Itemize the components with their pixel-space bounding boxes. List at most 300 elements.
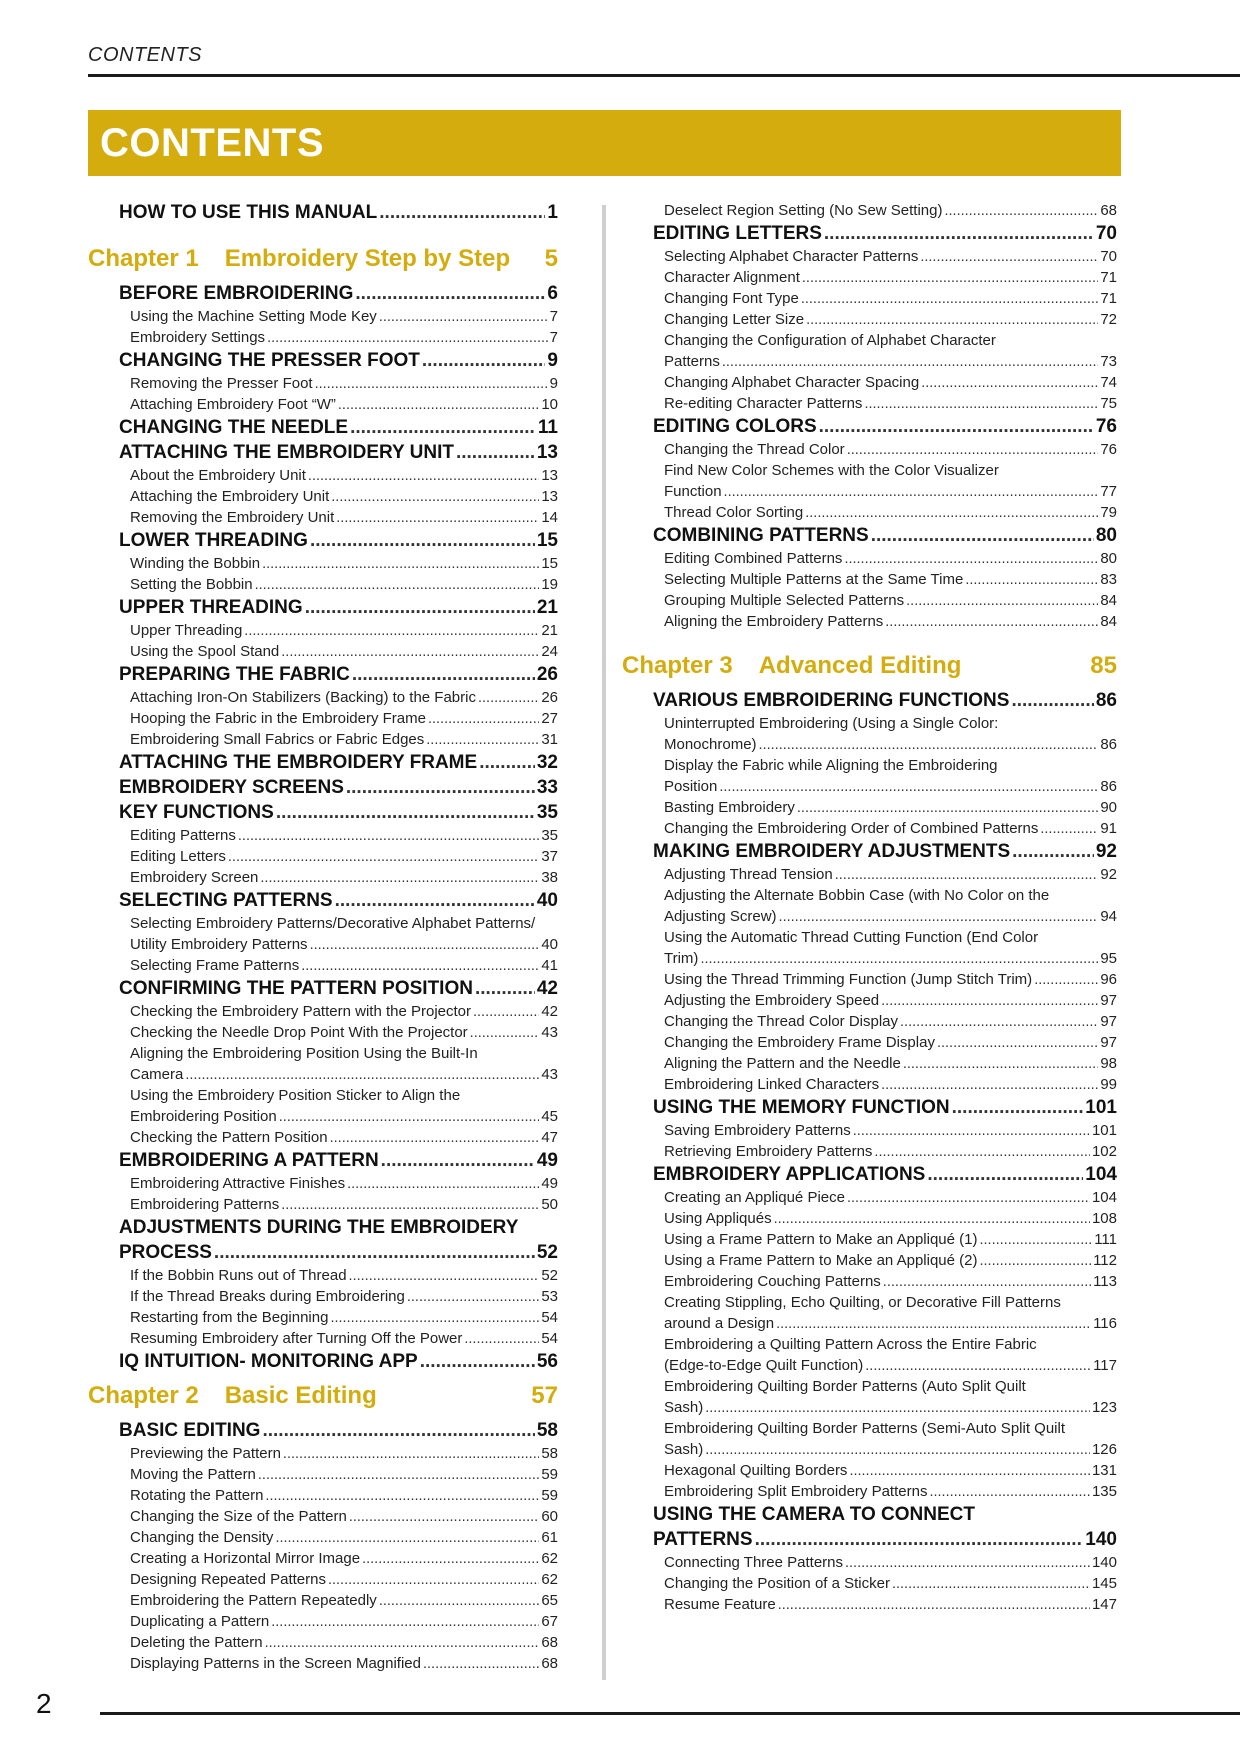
entry-title: Embroidering Linked Characters: [664, 1076, 880, 1093]
toc-subentry[interactable]: [88, 641, 558, 662]
dot-leader: [921, 373, 1098, 393]
entry-title: Changing Font Type: [664, 290, 799, 307]
toc-subentry[interactable]: [622, 1397, 1117, 1418]
dot-leader: [330, 1128, 540, 1148]
entry-title: Sash): [664, 1399, 704, 1416]
dot-leader: [244, 621, 539, 641]
toc-subentry[interactable]: [622, 1032, 1117, 1053]
dot-leader: [464, 1329, 539, 1349]
page-ref: 45: [541, 1108, 558, 1125]
toc-subentry[interactable]: [88, 867, 558, 888]
page-ref: 145: [1091, 1575, 1117, 1592]
page-ref: 98: [1100, 1055, 1117, 1072]
page-ref: 50: [541, 1196, 558, 1213]
dot-leader: [937, 1033, 1098, 1053]
toc-subentry[interactable]: [622, 1313, 1117, 1334]
toc-subentry[interactable]: [622, 1439, 1117, 1460]
dot-leader: [805, 503, 1098, 523]
page-ref: 97: [1100, 1034, 1117, 1051]
dot-leader: [980, 1251, 1092, 1271]
entry-title: Winding the Bobbin: [130, 555, 261, 572]
toc-subentry-line[interactable]: Embroidering a Quilting Pattern Across the Entire Fabric: [664, 1336, 1037, 1353]
page-ref: 15: [541, 555, 558, 572]
toc-subentry[interactable]: [622, 1053, 1117, 1074]
dot-leader: [900, 1012, 1098, 1032]
toc-subentry[interactable]: [88, 620, 558, 641]
toc-subentry[interactable]: [88, 1611, 558, 1632]
dot-leader: [275, 1528, 539, 1548]
toc-subentry[interactable]: [622, 906, 1117, 927]
dot-leader: [350, 415, 536, 440]
toc-subentry[interactable]: [622, 569, 1117, 590]
dot-leader: [258, 1465, 539, 1485]
toc-entry[interactable]: [88, 281, 558, 306]
toc-subentry[interactable]: [88, 955, 558, 976]
page-ref: 58: [541, 1445, 558, 1462]
page-ref: 68: [541, 1655, 558, 1672]
entry-title: Adjusting Thread Tension: [664, 866, 833, 883]
page-ref: 59: [541, 1466, 558, 1483]
dot-leader: [892, 1574, 1090, 1594]
toc-subentry[interactable]: [622, 246, 1117, 267]
toc-entry[interactable]: [88, 1240, 558, 1265]
entry-title: Rotating the Pattern: [130, 1487, 264, 1504]
entry-title: CONFIRMING THE PATTERN POSITION: [119, 978, 473, 999]
page-ref: 85: [1090, 652, 1117, 679]
page-ref: 76: [1095, 416, 1117, 437]
toc-subentry[interactable]: [622, 797, 1117, 818]
toc-subentry[interactable]: [622, 502, 1117, 523]
toc-subentry-line[interactable]: Using the Automatic Thread Cutting Function (End Color: [664, 929, 1039, 946]
entry-title: USING THE MEMORY FUNCTION: [653, 1097, 950, 1118]
dot-leader: [700, 949, 1098, 969]
page-ref: 99: [1100, 1076, 1117, 1093]
toc-subentry[interactable]: [88, 846, 558, 867]
toc-entry[interactable]: [88, 1418, 558, 1443]
toc-subentry[interactable]: [622, 611, 1117, 632]
toc-entry[interactable]: [622, 1095, 1117, 1120]
toc-subentry[interactable]: [88, 1506, 558, 1527]
toc-entry[interactable]: [88, 1148, 558, 1173]
toc-subentry[interactable]: [88, 574, 558, 595]
entry-title: PATTERNS: [653, 1529, 753, 1550]
toc-subentry[interactable]: [88, 729, 558, 750]
toc-subentry[interactable]: [88, 306, 558, 327]
toc-subentry[interactable]: [88, 394, 558, 415]
page-ref: 96: [1100, 971, 1117, 988]
toc-subentry[interactable]: [88, 553, 558, 574]
toc-entry[interactable]: [622, 1162, 1117, 1187]
toc-subentry[interactable]: [622, 818, 1117, 839]
entry-title: MAKING EMBROIDERY ADJUSTMENTS: [653, 841, 1011, 862]
dot-leader: [305, 595, 535, 620]
page-ref: 104: [1091, 1189, 1117, 1206]
toc-subentry[interactable]: [622, 1141, 1117, 1162]
toc-subentry[interactable]: [88, 1328, 558, 1349]
toc-subentry-line[interactable]: Changing the Configuration of Alphabet Character: [664, 332, 996, 349]
page-ref: 41: [541, 957, 558, 974]
toc-entry[interactable]: [88, 976, 558, 1001]
dot-leader: [881, 1075, 1098, 1095]
entry-title: Adjusting Screw): [664, 908, 777, 925]
page-ref: 111: [1094, 1231, 1117, 1248]
toc-entry[interactable]: [622, 839, 1117, 864]
chapter-number: Chapter 1: [88, 245, 199, 272]
dot-leader: [883, 1272, 1091, 1292]
dot-leader: [845, 1553, 1090, 1573]
page-ref: 19: [541, 576, 558, 593]
dot-leader: [797, 798, 1098, 818]
chapter-heading[interactable]: [88, 237, 558, 281]
toc-subentry-line[interactable]: Selecting Embroidery Patterns/Decorative Alphabet Patterns/: [130, 915, 536, 932]
toc-entry[interactable]: [88, 200, 558, 225]
toc-subentry[interactable]: [622, 1229, 1117, 1250]
entry-title: COMBINING PATTERNS: [653, 525, 869, 546]
toc-subentry[interactable]: [88, 1194, 558, 1215]
entry-title: Changing the Embroidery Frame Display: [664, 1034, 935, 1051]
page-ref: 76: [1100, 441, 1117, 458]
entry-title: CHANGING THE NEEDLE: [119, 417, 349, 438]
toc-entry[interactable]: [88, 595, 558, 620]
toc-subentry-line[interactable]: Adjusting the Alternate Bobbin Case (with No Color on the: [664, 887, 1050, 904]
entry-title: Changing the Position of a Sticker: [664, 1575, 890, 1592]
toc-subentry[interactable]: [88, 1569, 558, 1590]
dot-leader: [422, 348, 546, 373]
toc-entry[interactable]: [622, 688, 1117, 713]
toc-entry[interactable]: [88, 528, 558, 553]
toc-subentry[interactable]: [622, 1271, 1117, 1292]
dot-leader: [881, 991, 1098, 1011]
toc-subentry[interactable]: [88, 1265, 558, 1286]
page-ref: 43: [541, 1024, 558, 1041]
page-ref: 104: [1085, 1164, 1117, 1185]
dot-leader: [724, 482, 1099, 502]
dot-leader: [330, 1308, 539, 1328]
toc-subentry-line[interactable]: Embroidering Quilting Border Patterns (Semi-Auto Split Quilt: [664, 1420, 1066, 1437]
entry-title: Editing Letters: [130, 848, 226, 865]
toc-subentry[interactable]: [88, 1485, 558, 1506]
toc-subentry[interactable]: [622, 776, 1117, 797]
entry-title: Re-editing Character Patterns: [664, 395, 863, 412]
entry-title: EMBROIDERY APPLICATIONS: [653, 1164, 926, 1185]
toc-subentry[interactable]: [88, 1548, 558, 1569]
dot-leader: [279, 1107, 540, 1127]
toc-subentry[interactable]: [622, 309, 1117, 330]
page-ref: 7: [549, 308, 558, 325]
toc-subentry[interactable]: [88, 687, 558, 708]
dot-leader: [1034, 970, 1098, 990]
toc-subentry[interactable]: [88, 1286, 558, 1307]
toc-subentry[interactable]: [622, 267, 1117, 288]
page-ref: 73: [1100, 353, 1117, 370]
toc-right-column: [622, 200, 1117, 1615]
toc-subentry[interactable]: [88, 1527, 558, 1548]
page-ref: 35: [536, 802, 558, 823]
toc-subentry-line[interactable]: Creating Stippling, Echo Quilting, or Decorative Fill Patterns: [664, 1294, 1061, 1311]
page-ref: 52: [541, 1267, 558, 1284]
chapter-name: Advanced Editing: [758, 652, 962, 679]
toc-subentry[interactable]: [622, 1120, 1117, 1141]
toc-subentry[interactable]: [88, 507, 558, 528]
toc-entry[interactable]: [88, 662, 558, 687]
page-ref: 42: [536, 978, 558, 999]
dot-leader: [705, 1398, 1090, 1418]
page-ref: 101: [1091, 1122, 1117, 1139]
page-ref: 35: [541, 827, 558, 844]
dot-leader: [755, 1527, 1084, 1552]
entry-title: Changing Alphabet Character Spacing: [664, 374, 920, 391]
page-ref: 147: [1091, 1596, 1117, 1613]
toc-subentry[interactable]: [622, 969, 1117, 990]
entry-title: Duplicating a Pattern: [130, 1613, 270, 1630]
entry-title: Selecting Frame Patterns: [130, 957, 300, 974]
chapter-heading[interactable]: [88, 1374, 558, 1418]
toc-entry[interactable]: [622, 523, 1117, 548]
page-ref: 74: [1100, 374, 1117, 391]
toc-subentry[interactable]: [622, 734, 1117, 755]
toc-entry[interactable]: [88, 440, 558, 465]
toc-subentry-line[interactable]: Find New Color Schemes with the Color Visualizer: [664, 462, 999, 479]
toc-subentry[interactable]: [88, 1464, 558, 1485]
chapter-name: Basic Editing: [224, 1382, 377, 1409]
dot-leader: [885, 612, 1098, 632]
page-ref: 57: [531, 1382, 558, 1409]
page-ref: 72: [1100, 311, 1117, 328]
toc-subentry[interactable]: [622, 548, 1117, 569]
page-ref: 135: [1091, 1483, 1117, 1500]
toc-entry[interactable]: [88, 415, 558, 440]
page-ref: 40: [541, 936, 558, 953]
toc-subentry[interactable]: [622, 439, 1117, 460]
dot-leader: [301, 956, 539, 976]
toc-subentry[interactable]: [622, 1573, 1117, 1594]
entry-title: Using a Frame Pattern to Make an Appliqué (1): [664, 1231, 978, 1248]
page-ref: 80: [1095, 525, 1117, 546]
page-ref: 38: [541, 869, 558, 886]
toc-subentry[interactable]: [622, 393, 1117, 414]
entry-title: Aligning the Embroidery Patterns: [664, 613, 884, 630]
toc-entry[interactable]: [88, 775, 558, 800]
toc-subentry[interactable]: [622, 1208, 1117, 1229]
toc-subentry[interactable]: [88, 1443, 558, 1464]
page-ref: 15: [536, 530, 558, 551]
dot-leader: [865, 1356, 1091, 1376]
toc-subentry[interactable]: [622, 372, 1117, 393]
toc-subentry[interactable]: [622, 1187, 1117, 1208]
entry-title: Restarting from the Beginning: [130, 1309, 329, 1326]
toc-subentry[interactable]: [622, 1594, 1117, 1615]
toc-entry-line[interactable]: USING THE CAMERA TO CONNECT: [653, 1504, 975, 1525]
page-ref: 92: [1095, 841, 1117, 862]
entry-title: IQ INTUITION- MONITORING APP: [119, 1351, 418, 1372]
entry-title: Saving Embroidery Patterns: [664, 1122, 851, 1139]
toc-subentry[interactable]: [88, 934, 558, 955]
toc-subentry[interactable]: [622, 288, 1117, 309]
entry-title: Changing Letter Size: [664, 311, 805, 328]
toc-subentry[interactable]: [88, 327, 558, 348]
entry-title: Attaching Embroidery Foot “W”: [130, 396, 336, 413]
toc-subentry[interactable]: [88, 1632, 558, 1653]
entry-title: Using the Thread Trimming Function (Jump Stitch Trim): [664, 971, 1033, 988]
dot-leader: [335, 888, 535, 913]
dot-leader: [346, 775, 535, 800]
dot-leader: [271, 1612, 539, 1632]
dot-leader: [267, 328, 548, 348]
entry-title: Aligning the Pattern and the Needle: [664, 1055, 901, 1072]
entry-title: LOWER THREADING: [119, 530, 308, 551]
toc-subentry[interactable]: [88, 1001, 558, 1022]
page-ref: 126: [1091, 1441, 1117, 1458]
toc-entry-line[interactable]: ADJUSTMENTS DURING THE EMBROIDERY: [119, 1217, 519, 1238]
entry-title: Embroidering Couching Patterns: [664, 1273, 881, 1290]
toc-subentry[interactable]: [622, 948, 1117, 969]
dot-leader: [362, 1549, 539, 1569]
dot-leader: [238, 826, 539, 846]
entry-title: Changing the Size of the Pattern: [130, 1508, 347, 1525]
toc-subentry[interactable]: [88, 1106, 558, 1127]
page-ref: 58: [536, 1420, 558, 1441]
entry-title: EMBROIDERING A PATTERN: [119, 1150, 379, 1171]
entry-title: Deselect Region Setting (No Sew Setting): [664, 202, 943, 219]
toc-subentry[interactable]: [622, 200, 1117, 221]
toc-subentry-line[interactable]: Embroidering Quilting Border Patterns (Auto Split Quilt: [664, 1378, 1026, 1395]
entry-title: Embroidering the Pattern Repeatedly: [130, 1592, 377, 1609]
toc-subentry[interactable]: [622, 481, 1117, 502]
toc-entry[interactable]: [88, 1349, 558, 1374]
dot-leader: [1011, 688, 1093, 713]
toc-subentry[interactable]: [622, 1481, 1117, 1502]
chapter-number: Chapter 2: [88, 1382, 199, 1409]
page-ref: 86: [1095, 690, 1117, 711]
entry-title: BASIC EDITING: [119, 1420, 261, 1441]
toc-subentry[interactable]: [622, 351, 1117, 372]
dot-leader: [952, 1095, 1084, 1120]
toc-subentry[interactable]: [88, 373, 558, 394]
page-ref: 84: [1100, 592, 1117, 609]
toc-subentry[interactable]: [88, 825, 558, 846]
dot-leader: [420, 1349, 535, 1374]
entry-title: Removing the Embroidery Unit: [130, 509, 335, 526]
toc-subentry[interactable]: [88, 1127, 558, 1148]
toc-subentry[interactable]: [88, 465, 558, 486]
toc-subentry[interactable]: [88, 1307, 558, 1328]
entry-title: Function: [664, 483, 722, 500]
dot-leader: [719, 777, 1098, 797]
toc-subentry[interactable]: [88, 708, 558, 729]
toc-entry[interactable]: [88, 348, 558, 373]
page-ref: 9: [549, 375, 558, 392]
dot-leader: [759, 735, 1099, 755]
toc-subentry[interactable]: [88, 1653, 558, 1674]
dot-leader: [260, 868, 539, 888]
toc-subentry[interactable]: [88, 1022, 558, 1043]
toc-subentry-line[interactable]: Aligning the Embroidering Position Using the Built-In: [130, 1045, 478, 1062]
toc-entry[interactable]: [88, 888, 558, 913]
dot-leader: [423, 1654, 539, 1674]
toc-subentry[interactable]: [622, 1460, 1117, 1481]
dot-leader: [779, 907, 1099, 927]
page-ref: 26: [541, 689, 558, 706]
dot-leader: [722, 352, 1098, 372]
entry-title: Checking the Needle Drop Point With the Projector: [130, 1024, 468, 1041]
entry-title: HOW TO USE THIS MANUAL: [119, 202, 378, 223]
dot-leader: [776, 1314, 1091, 1334]
page-ref: 84: [1100, 613, 1117, 630]
page-ref: 7: [549, 329, 558, 346]
dot-leader: [864, 394, 1098, 414]
toc-subentry[interactable]: [622, 1011, 1117, 1032]
toc-subentry[interactable]: [622, 990, 1117, 1011]
toc-subentry-line[interactable]: Display the Fabric while Aligning the Embroidering: [664, 757, 998, 774]
toc-entry[interactable]: [622, 221, 1117, 246]
toc-entry[interactable]: [622, 1527, 1117, 1552]
entry-title: Trim): [664, 950, 699, 967]
dot-leader: [185, 1065, 539, 1085]
entry-title: If the Thread Breaks during Embroidering: [130, 1288, 405, 1305]
dot-leader: [849, 1461, 1090, 1481]
toc-subentry[interactable]: [622, 1250, 1117, 1271]
dot-leader: [874, 1142, 1090, 1162]
dot-leader: [381, 1148, 535, 1173]
dot-leader: [315, 374, 548, 394]
page-ref: 9: [547, 350, 558, 371]
page-ref: 86: [1100, 736, 1117, 753]
entry-title: Deleting the Pattern: [130, 1634, 263, 1651]
dot-leader: [308, 466, 539, 486]
toc-subentry[interactable]: [622, 590, 1117, 611]
toc-entry[interactable]: [88, 800, 558, 825]
page-ref: 1: [547, 202, 558, 223]
toc-subentry[interactable]: [88, 1590, 558, 1611]
toc-subentry[interactable]: [88, 1173, 558, 1194]
toc-subentry-line[interactable]: Using the Embroidery Position Sticker to Align the: [130, 1087, 461, 1104]
toc-entry[interactable]: [622, 414, 1117, 439]
page-ref: 59: [541, 1487, 558, 1504]
entry-title: PREPARING THE FABRIC: [119, 664, 350, 685]
toc-subentry-line[interactable]: Uninterrupted Embroidering (Using a Single Color:: [664, 715, 999, 732]
entry-title: Adjusting the Embroidery Speed: [664, 992, 880, 1009]
toc-subentry[interactable]: [622, 1355, 1117, 1376]
entry-title: Checking the Pattern Position: [130, 1129, 328, 1146]
page-ref: 49: [541, 1175, 558, 1192]
toc-subentry[interactable]: [622, 1552, 1117, 1573]
toc-subentry[interactable]: [88, 486, 558, 507]
entry-title: Hooping the Fabric in the Embroidery Frame: [130, 710, 426, 727]
toc-entry[interactable]: [88, 750, 558, 775]
dot-leader: [281, 642, 539, 662]
entry-title: UPPER THREADING: [119, 597, 303, 618]
chapter-heading[interactable]: [622, 644, 1117, 688]
dot-leader: [847, 1188, 1090, 1208]
entry-title: EMBROIDERY SCREENS: [119, 777, 344, 798]
entry-title: Displaying Patterns in the Screen Magnified: [130, 1655, 421, 1672]
toc-subentry[interactable]: [622, 864, 1117, 885]
page-ref: 49: [536, 1150, 558, 1171]
page-ref: 68: [1100, 202, 1117, 219]
entry-title: Attaching Iron-On Stabilizers (Backing) to the Fabric: [130, 689, 476, 706]
page-ref: 6: [547, 283, 558, 304]
entry-title: Previewing the Pattern: [130, 1445, 281, 1462]
entry-title: Changing the Embroidering Order of Combined Patterns: [664, 820, 1039, 837]
entry-title: Retrieving Embroidery Patterns: [664, 1143, 873, 1160]
page-ref: 21: [541, 622, 558, 639]
entry-title: Grouping Multiple Selected Patterns: [664, 592, 905, 609]
page-ref: 43: [541, 1066, 558, 1083]
toc-subentry[interactable]: [88, 1064, 558, 1085]
dot-leader: [349, 1266, 540, 1286]
toc-subentry[interactable]: [622, 1074, 1117, 1095]
page-ref: 90: [1100, 799, 1117, 816]
